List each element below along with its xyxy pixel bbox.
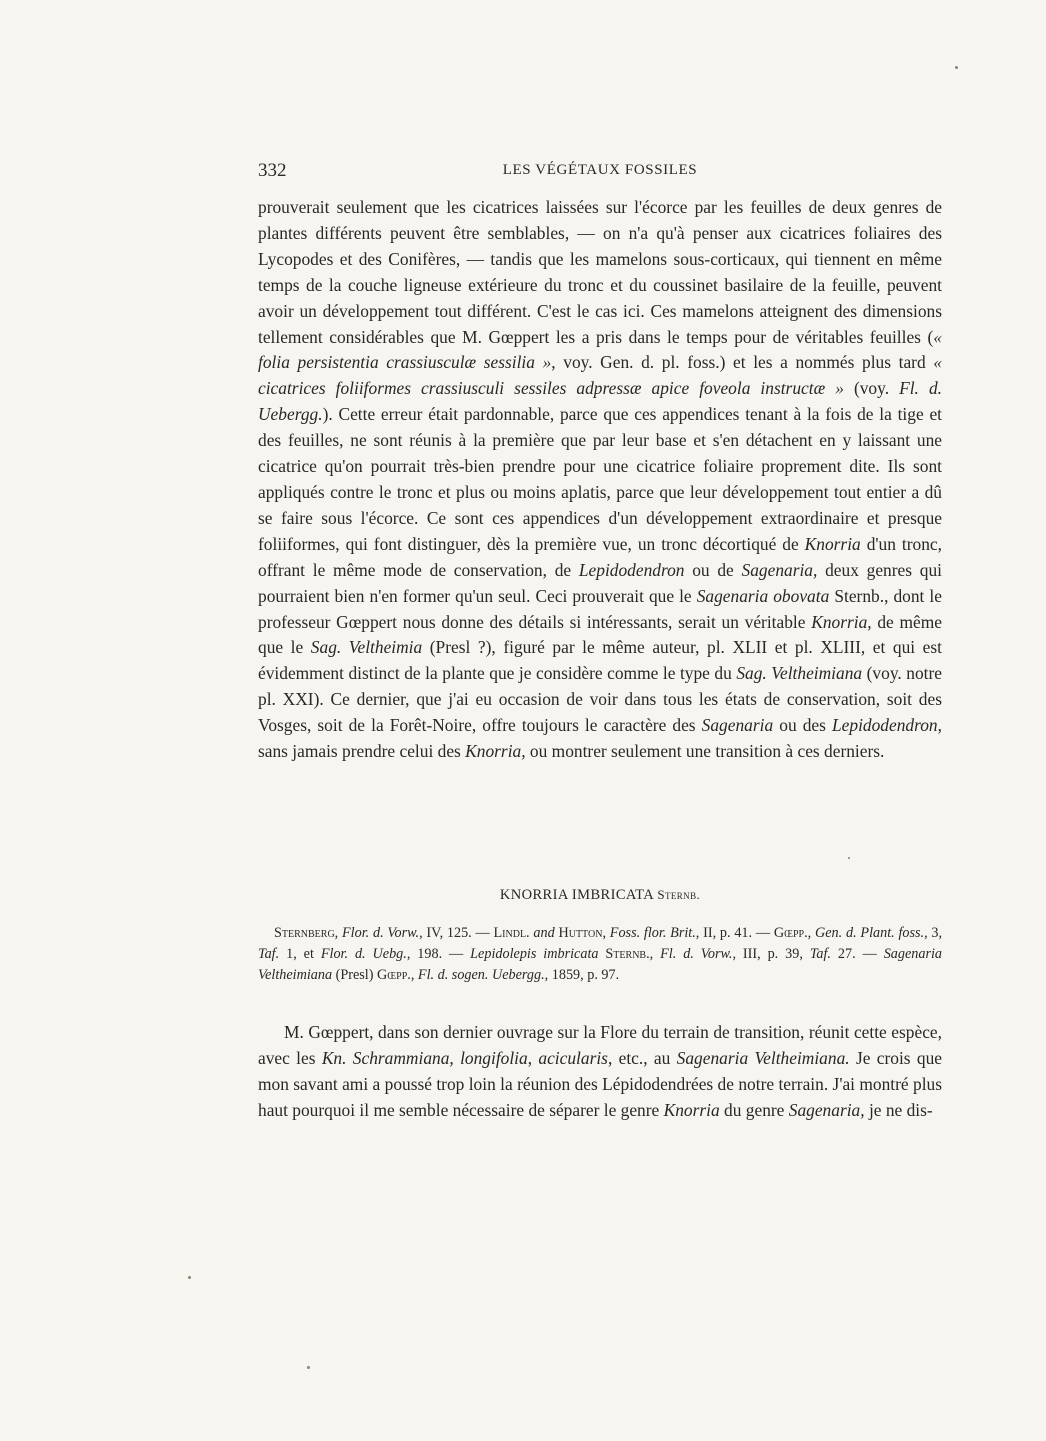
text-run: , bbox=[807, 925, 815, 941]
latin-quote: « cicatrices foliiformes crassiusculi sessiles adpressæ apice foveola instructæ » bbox=[258, 352, 942, 399]
citation-title: Fl. d. sogen. Uebergg. bbox=[417, 967, 545, 984]
page-header bbox=[258, 160, 942, 186]
taxon-name: Lepidodendron bbox=[578, 559, 685, 580]
author-name: Sternberg bbox=[274, 925, 335, 941]
text-run: , bbox=[410, 967, 418, 984]
citation-title: Taf. bbox=[809, 946, 831, 963]
text-run: , 1859, p. 97. bbox=[544, 967, 620, 984]
text-run: , voy. Gen. d. pl. foss.) et les a nommés plus tard bbox=[551, 352, 934, 373]
citation-title: Flor. d. Vorw. bbox=[342, 925, 420, 941]
paper-speck bbox=[188, 1276, 191, 1279]
text-run: d'un tronc, offrant le même mode de conservation, de bbox=[258, 533, 942, 580]
paragraph-2 bbox=[258, 1020, 942, 1124]
text-run: je ne dis- bbox=[864, 1099, 933, 1120]
author-name: Gœpp. bbox=[773, 925, 808, 941]
citation-title: Fl. d. Vorw. bbox=[660, 946, 733, 963]
text-run: de même que le bbox=[258, 611, 942, 658]
running-title: LES VÉGÉTAUX FOSSILES bbox=[502, 162, 698, 178]
text-run: M. Gœppert, dans son dernier ouvrage sur la Flore du terrain de transition, réunit cette espèce, avec les bbox=[258, 1022, 942, 1068]
taxon-name: Sag. Veltheimiana bbox=[736, 663, 863, 684]
author-name: Hutton bbox=[558, 925, 603, 941]
text-run: du genre bbox=[719, 1099, 789, 1120]
paper-speck bbox=[955, 66, 958, 69]
text-run: , bbox=[649, 946, 661, 963]
text-run: , 3, bbox=[924, 925, 943, 941]
taxon-name: Kn. Schrammiana, longifolia bbox=[321, 1047, 528, 1068]
latin-quote: « folia persistentia crassiusculæ sessilia » bbox=[258, 326, 942, 373]
citation-title: Foss. flor. Brit. bbox=[609, 925, 696, 941]
text-run: deux genres qui pourraient bien n'en former qu'un seul. Ceci prouverait que le bbox=[258, 559, 942, 606]
text-run: ou de bbox=[684, 559, 742, 580]
taxon-name: Lepidolepis imbricata bbox=[470, 946, 599, 963]
taxon-name: Knorria bbox=[804, 533, 861, 554]
taxon-name: Sagenaria Veltheimiana. bbox=[676, 1047, 850, 1068]
text-run: , IV, 125. — bbox=[419, 925, 494, 941]
taxon-name: Sagenaria, bbox=[788, 1099, 865, 1120]
taxon-name: acicularis bbox=[538, 1047, 608, 1068]
species-author: Sternb. bbox=[657, 887, 701, 902]
paper-speck bbox=[307, 1366, 310, 1369]
text-run: , III, p. 39, bbox=[732, 946, 810, 963]
taxon-name: Sagenaria bbox=[701, 715, 774, 736]
taxon-name: Lepidodendron bbox=[832, 715, 938, 736]
citation-title: Flor. d. Uebg. bbox=[320, 946, 407, 963]
text-run: Je crois que mon savant ami a poussé trop loin la réunion des Lépidodendrées de notre terrain. J'ai montré plus haut pourquoi il me semble nécessaire de séparer le genre bbox=[258, 1047, 942, 1120]
text-run: , bbox=[334, 925, 343, 941]
text-run: , sans jamais prendre celui des bbox=[258, 715, 942, 762]
synonymy-block bbox=[258, 923, 942, 987]
taxon-name: Sagenaria Veltheimiana bbox=[258, 946, 943, 984]
text-run: (Presl) bbox=[332, 967, 377, 984]
text-run: 1, et bbox=[279, 946, 321, 963]
author-name: Lindl. bbox=[493, 925, 530, 941]
section-heading bbox=[258, 887, 942, 904]
text-run: 27. — bbox=[830, 946, 884, 963]
taxon-name: Sagenaria obovata bbox=[696, 585, 830, 606]
author-name: Sternb. bbox=[605, 946, 650, 963]
text-run: , II, p. 41. — bbox=[695, 925, 774, 941]
citation-title: Fl. d. Uebergg. bbox=[258, 378, 942, 425]
conjunction: and bbox=[533, 925, 555, 941]
species-name: KNORRIA IMBRICATA bbox=[499, 887, 654, 903]
text-run: , 198. — bbox=[406, 946, 471, 963]
text-run: Sternb., dont le professeur Gœppert nous donne des détails si intéressants, serait un véritable bbox=[258, 585, 942, 632]
text-run: (voy. notre pl. XXI). Ce dernier, que j'ai eu occasion de voir dans tous les états de conservation, soit des Vosges, soit de la Forêt-Noire, offre toujours le caractère des bbox=[258, 663, 942, 736]
taxon-name: Knorria, bbox=[465, 741, 526, 762]
page-number: 332 bbox=[258, 160, 287, 181]
text-run: , etc., au bbox=[607, 1047, 677, 1068]
text-run: , bbox=[602, 925, 610, 941]
text-run: (voy. bbox=[843, 378, 900, 399]
text-run: ou montrer seulement une transition à ces derniers. bbox=[525, 741, 885, 762]
citation-title: Gen. d. Plant. foss. bbox=[815, 925, 925, 941]
text-run: , bbox=[527, 1047, 539, 1068]
taxon-name: Sagenaria, bbox=[741, 559, 818, 580]
taxon-name: Knorria bbox=[663, 1099, 720, 1120]
text-run: ). Cette erreur était pardonnable, parce que ces appendices tenant à la fois de la tige et des feuilles, ne sont réunis à la première que par leur base et s'en détachent en y laissant une cicatrice qu'on pourrait très-bien prendre pour une cicatrice foliaire proprement dite. Ils sont appliqués contre le tronc et plus ou moins aplatis, parce que leur développement tout entier a dû se faire sous l'écorce. Ce sont ces appendices d'un développement extraordinaire et presque foliiformes, qui font distinguer, dès la première vue, un tronc décortiqué de bbox=[258, 404, 942, 554]
citation-title: Taf. bbox=[258, 946, 280, 963]
text-run: (Presl ?), figuré par le même auteur, pl. XLII et pl. XLIII, et qui est évidemment distinct de la plante que je considère comme le type du bbox=[258, 637, 942, 684]
text-run: prouverait seulement que les cicatrices laissées sur l'écorce par les feuilles de deux genres de plantes différents peuvent être semblables, — on n'a qu'à penser aux cicatrices foliaires des Lycopodes et des Conifères, — tandis que les mamelons sous-corticaux, qui tiennent en même temps de la couche ligneuse extérieure du tronc et du coussinet basilaire de la feuille, peuvent avoir un développement tout différent. C'est le cas ici. Ces mamelons atteignent des dimensions tellement considérables que M. Gœppert les a pris dans le temps pour de véritables feuilles ( bbox=[258, 197, 942, 347]
paper-speck bbox=[848, 857, 850, 859]
taxon-name: Sag. Veltheimia bbox=[310, 637, 423, 658]
author-name: Gœpp. bbox=[377, 967, 411, 984]
paragraph-1 bbox=[258, 195, 942, 765]
text-run: ou des bbox=[773, 715, 832, 736]
taxon-name: Knorria, bbox=[811, 611, 872, 632]
